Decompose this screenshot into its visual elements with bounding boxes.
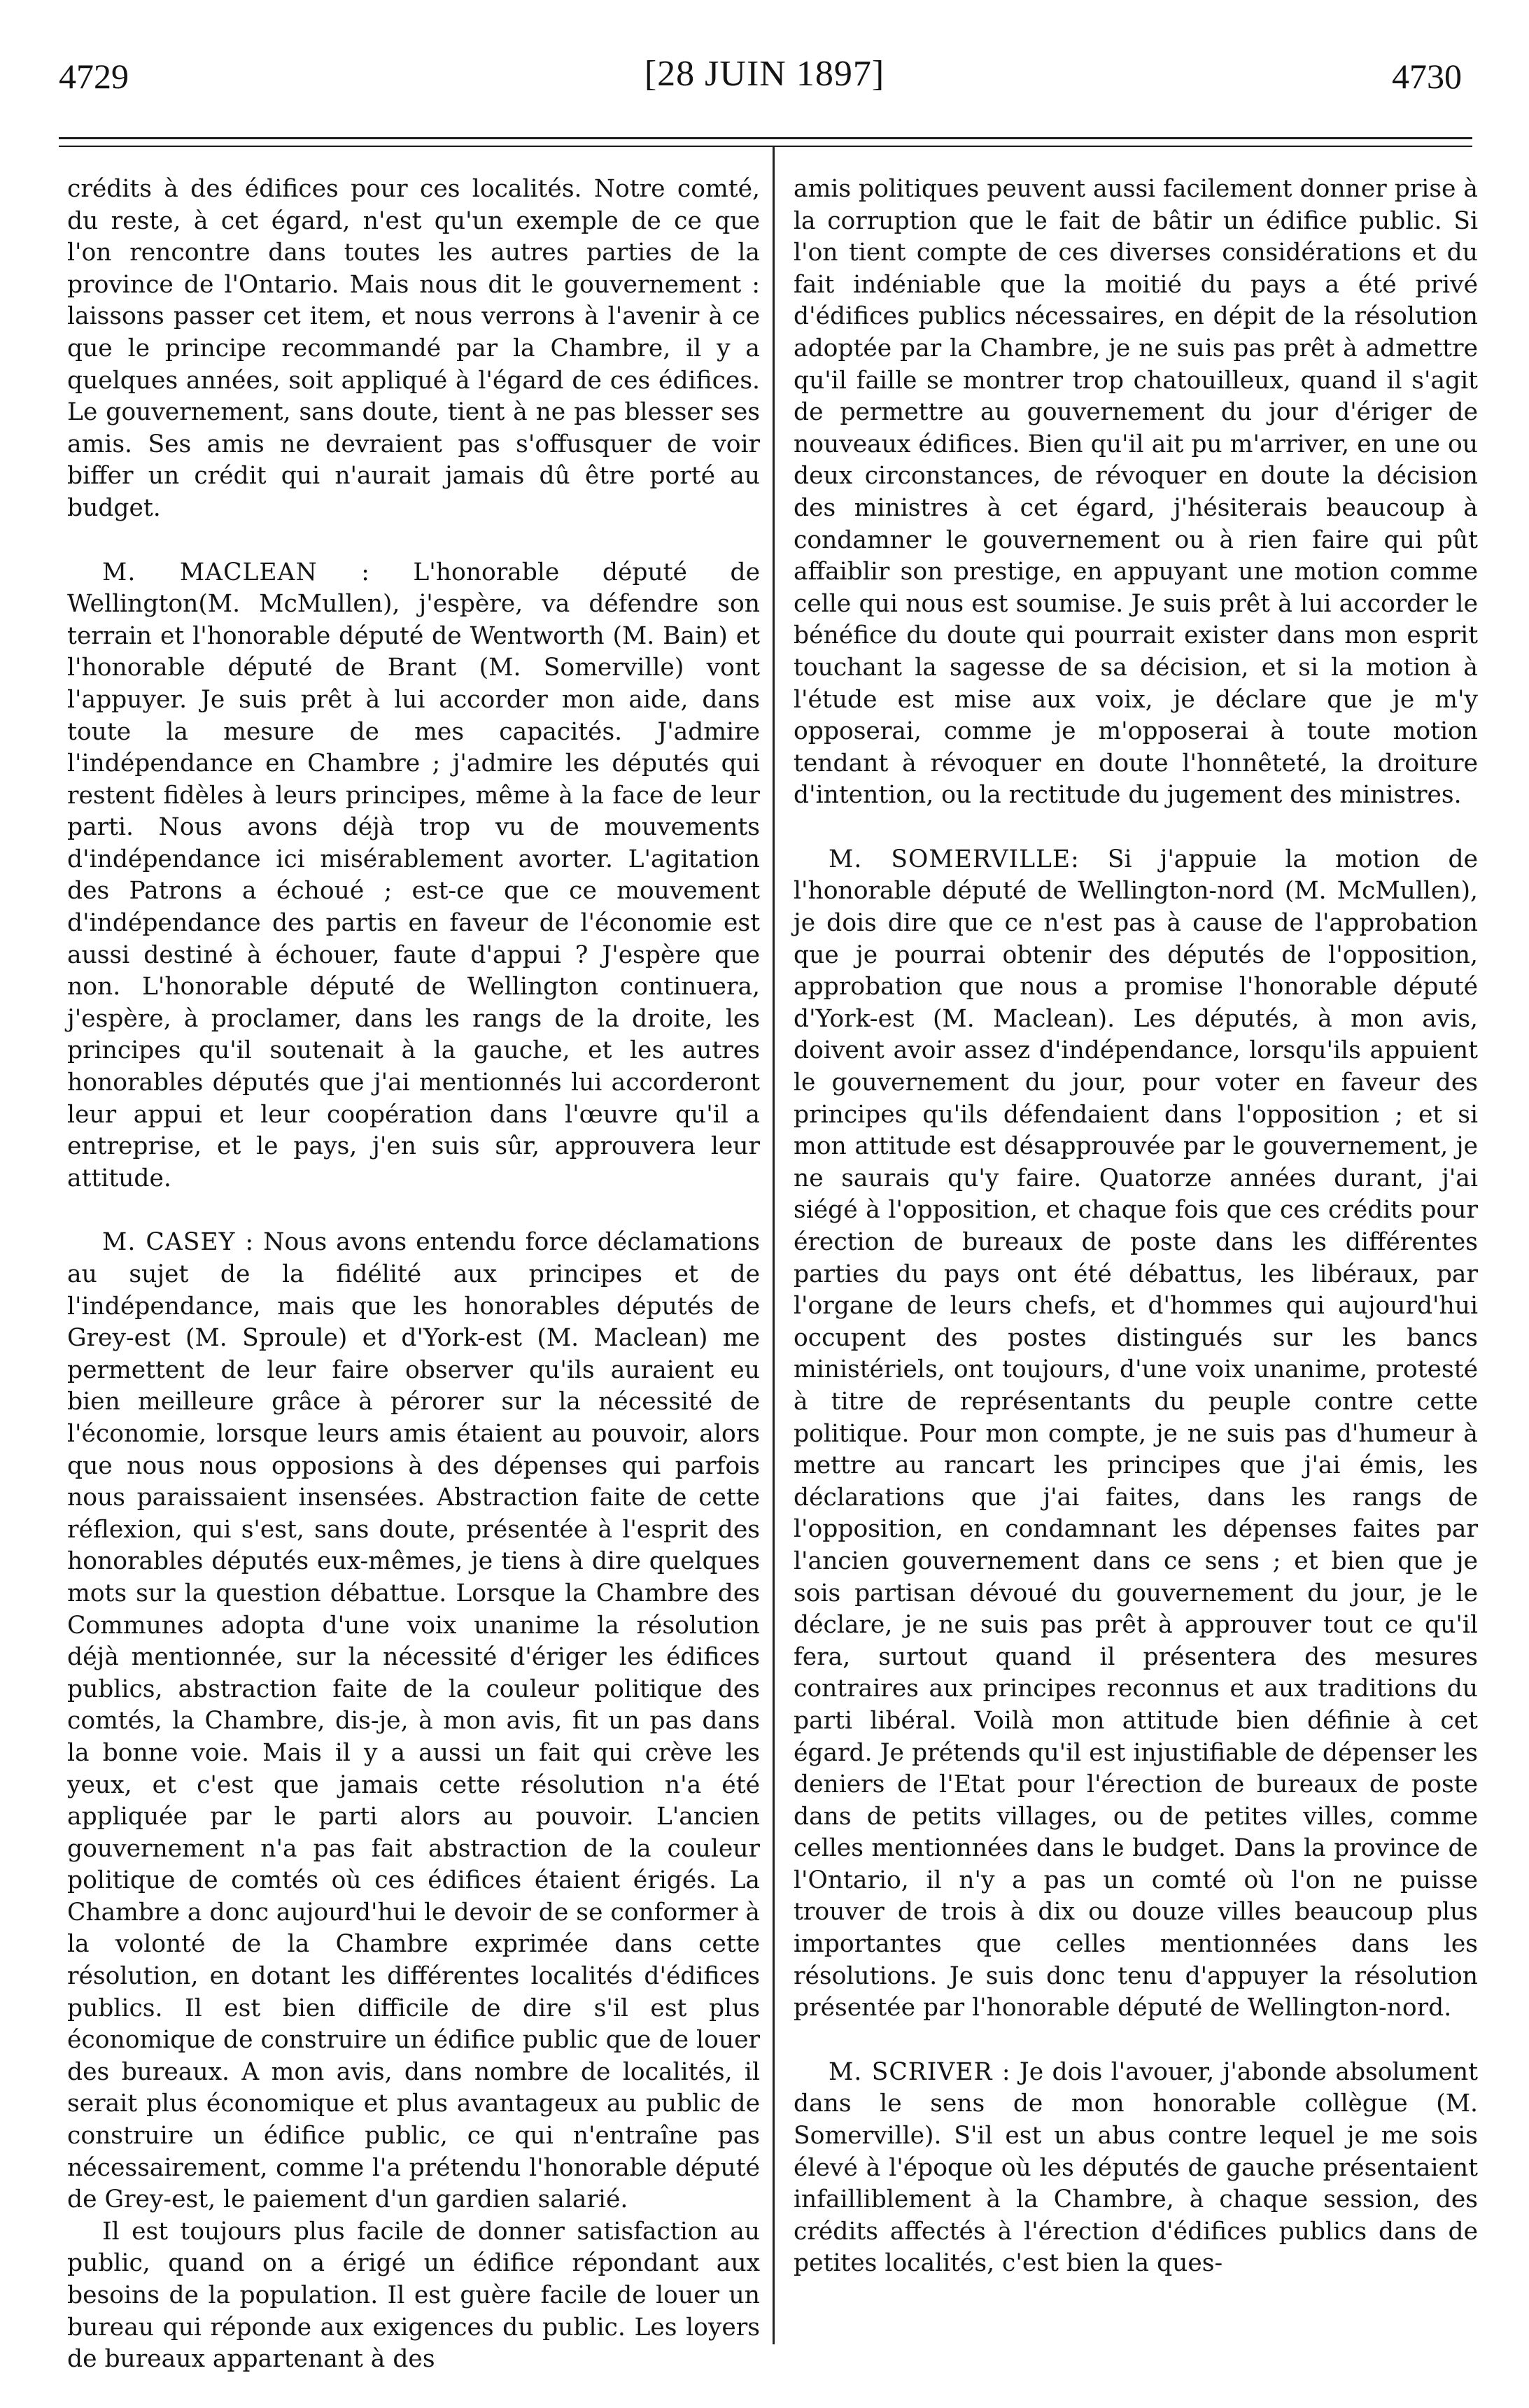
paragraph-text: amis politiques peuvent aussi facilement donner prise à la corruption que le fait de bâtir un édifice public. Si l'on tient compte de ces diverses considérations et du fait indéniable que la moitié du pays a été privé d'édifices publics nécessaires, en dépit de la résolution adoptée par la Chambre, je ne suis pas prêt à admettre qu'il faille se montrer trop chatouilleux, quand il s'agit de permettre au gouvernement du jour d'ériger de nouveaux édifices. Bien qu'il ait pu m'arriver, en une ou deux circonstances, de révoquer en doute la décision des ministres à cet égard, j'hésiterais beaucoup à condamner le gouvernement ou à rien faire qui pût affaiblir son prestige, en appuyant une motion comme celle qui nous est soumise. Je suis prêt à lui accorder le bénéfice du doute qui pourrait exister dans mon esprit touchant la sagesse de sa décision, et si la motion à l'étude est mise aux voix, je déclare que je m'y opposerai, comme je m'opposerai à toute motion tendant à révoquer en doute l'honnêteté, la droiture d'intention, ou la rectitude du jugement des ministres. (794, 175, 1478, 810)
page-date: [28 JUIN 1897] (644, 54, 885, 94)
paragraph-text: Il est toujours plus facile de donner satisfaction au public, quand on a érigé un édifice répondant aux besoins de la population. Il est guère facile de louer un bureau qui réponde aux exigences du public. Les loyers de bureaux appartenant à des (67, 2217, 760, 2374)
header-rule-top (59, 137, 1472, 139)
right-column (794, 174, 1478, 2280)
paragraph (67, 174, 760, 525)
paragraph (794, 2057, 1478, 2280)
paragraph-text: Si j'appuie la motion de l'honorable député de Wellington-nord (M. McMullen), je dois dire que ce n'est pas à cause de l'approbation que je pourrai obtenir des députés de l'opposition, approbation que nous a promise l'honorable député d'York-est (M. Maclean). Les députés, à mon avis, doivent avoir assez d'indépendance, lorsqu'ils appuient le gouvernement du jour, pour voter en faveur des principes qu'ils défendaient dans l'opposition ; et si mon attitude est désapprouvée par le gouvernement, je ne saurais qu'y faire. Quatorze années durant, j'ai siégé à l'opposition, et chaque fois que ces crédits pour érection de bureaux de poste dans les différentes parties du pays ont été débattus, les libéraux, par l'organe de leurs chefs, et d'hommes qui aujourd'hui occupent des postes distingués sur les bancs ministériels, ont toujours, d'une voix unanime, protesté à titre de représentants du peuple contre cette politique. Pour mon compte, je ne suis pas d'humeur à mettre au rancart les principes que j'ai émis, les déclarations que j'ai faites, dans les rangs de l'opposition, en condamnant les dépenses faites par l'ancien gouvernement dans ce sens ; et bien que je sois partisan dévoué du gouvernement du jour, je le déclare, je ne suis pas prêt à approuver tout ce qu'il fera, surtout quand il présentera des mesures contraires aux principes reconnus et aux traditions du parti libéral. Voilà mon attitude bien définie à cet égard. Je prétends qu'il est injustifiable de dépenser les deniers de l'Etat pour l'érection de bureaux de poste dans de petits villages, ou de petites villes, comme celles mentionnées dans le budget. Dans la province de l'Ontario, il n'y a pas un comté où l'on ne puisse trouver de trois à dix ou douze villes beaucoup plus importantes que celles mentionnées dans les résolutions. Je suis donc tenu d'appuyer la résolution présentée par l'honorable député de Wellington-nord. (794, 845, 1478, 2022)
speaker-name: M. CASEY : (102, 1228, 255, 1257)
column-divider (773, 147, 775, 2344)
paragraph (67, 2216, 760, 2376)
page-number-left: 4729 (59, 57, 129, 96)
paragraph-text: L'honorable député de Wellington(M. McMullen), j'espère, va défendre son terrain et l'honorable député de Wentworth (M. Bain) et l'honorable député de Brant (M. Somerville) vont l'appuyer. Je suis prêt à lui accorder mon aide, dans toute la mesure de mes capacités. J'admire l'indépendance en Chambre ; j'admire les députés qui restent fidèles à leurs principes, même à la face de leur parti. Nous avons déjà trop vu de mouvements d'indépendance ici misérablement avorter. L'agitation des Patrons a échoué ; est-ce que ce mouvement d'indépendance des partis en faveur de l'économie est aussi destiné à échouer, faute d'appui ? J'espère que non. L'honorable député de Wellington continuera, j'espère, à proclamer, dans les rangs de la droite, les principes qu'il soutenait à la gauche, et les autres honorables députés que j'ai mentionnés lui accorderont leur appui et leur coopération dans l'œuvre qu'il a entreprise, et le pays, j'en suis sûr, approuvera leur attitude. (67, 558, 760, 1192)
paragraph (67, 1227, 760, 2216)
left-column (67, 174, 760, 2376)
header-rule-bottom (59, 146, 1472, 147)
paragraph-text: crédits à des édifices pour ces localités. Notre comté, du reste, à cet égard, n'est qu'un exemple de ce que l'on rencontre dans toutes les autres parties de la province de l'Ontario. Mais nous dit le gouvernement : laissons passer cet item, et nous verrons à l'avenir à ce que le principe recommandé par la Chambre, il y a quelques années, soit appliqué à l'égard de ces édifices. Le gouvernement, sans doute, tient à ne pas blesser ses amis. Ses amis ne devraient pas s'offusquer de voir biffer un crédit qui n'aurait jamais dû être porté au budget. (67, 175, 760, 522)
paragraph (794, 844, 1478, 2025)
paragraph-text: Je dois l'avouer, j'abonde absolument dans le sens de mon honorable collègue (M. Somerville). S'il est un abus contre lequel je me sois élevé à l'époque où les députés de gauche présentaient infailliblement à la Chambre, à chaque session, des crédits affectés à l'érection d'édifices publics dans de petites localités, c'est bien la ques- (794, 2057, 1478, 2278)
page-number-right: 4730 (1392, 57, 1462, 96)
page-header (0, 41, 1529, 97)
paragraph-text: Nous avons entendu force déclamations au sujet de la fidélité aux principes et de l'indépendance, mais que les honorables députés de Grey-est (M. Sproule) et d'York-est (M. Maclean) me permettent de leur faire observer qu'ils auraient eu bien meilleure grâce à pérorer sur la nécessité de l'économie, lorsque leurs amis étaient au pouvoir, alors que nous nous opposions à des dépenses qui parfois nous paraissaient insensées. Abstraction faite de cette réflexion, qui s'est, sans doute, présentée à l'esprit des honorables députés eux-mêmes, je tiens à dire quelques mots sur la question débattue. Lorsque la Chambre des Communes adopta d'une voix unanime la résolution déjà mentionnée, sur la nécessité d'ériger les édifices publics, abstraction faite de la couleur politique des comtés, la Chambre, dis-je, à mon avis, fit un pas dans la bonne voie. Mais il y a aussi un fait qui crève les yeux, et c'est que jamais cette résolution n'a été appliquée par le parti alors au pouvoir. L'ancien gouvernement n'a pas fait abstraction de la couleur politique de comtés où ces édifices étaient érigés. La Chambre a donc aujourd'hui le devoir de se conformer à la volonté de la Chambre exprimée dans cette résolution, en dotant les différentes localités d'édifices publics. Il est bien difficile de dire s'il est plus économique de construire un édifice public que de louer des bureaux. A mon avis, dans nombre de localités, il serait plus économique et plus avantageux au public de construire un édifice public, ce qui n'entraîne pas nécessairement, comme l'a prétendu l'honorable député de Grey-est, le paiement d'un gardien salarié. (67, 1228, 761, 2214)
paragraph (67, 557, 760, 1195)
speaker-name: M. SCRIVER : (829, 2057, 1011, 2086)
speaker-name: M. SOMERVILLE: (829, 845, 1080, 873)
paragraph (794, 174, 1478, 812)
speaker-name: M. MACLEAN : (102, 558, 370, 586)
